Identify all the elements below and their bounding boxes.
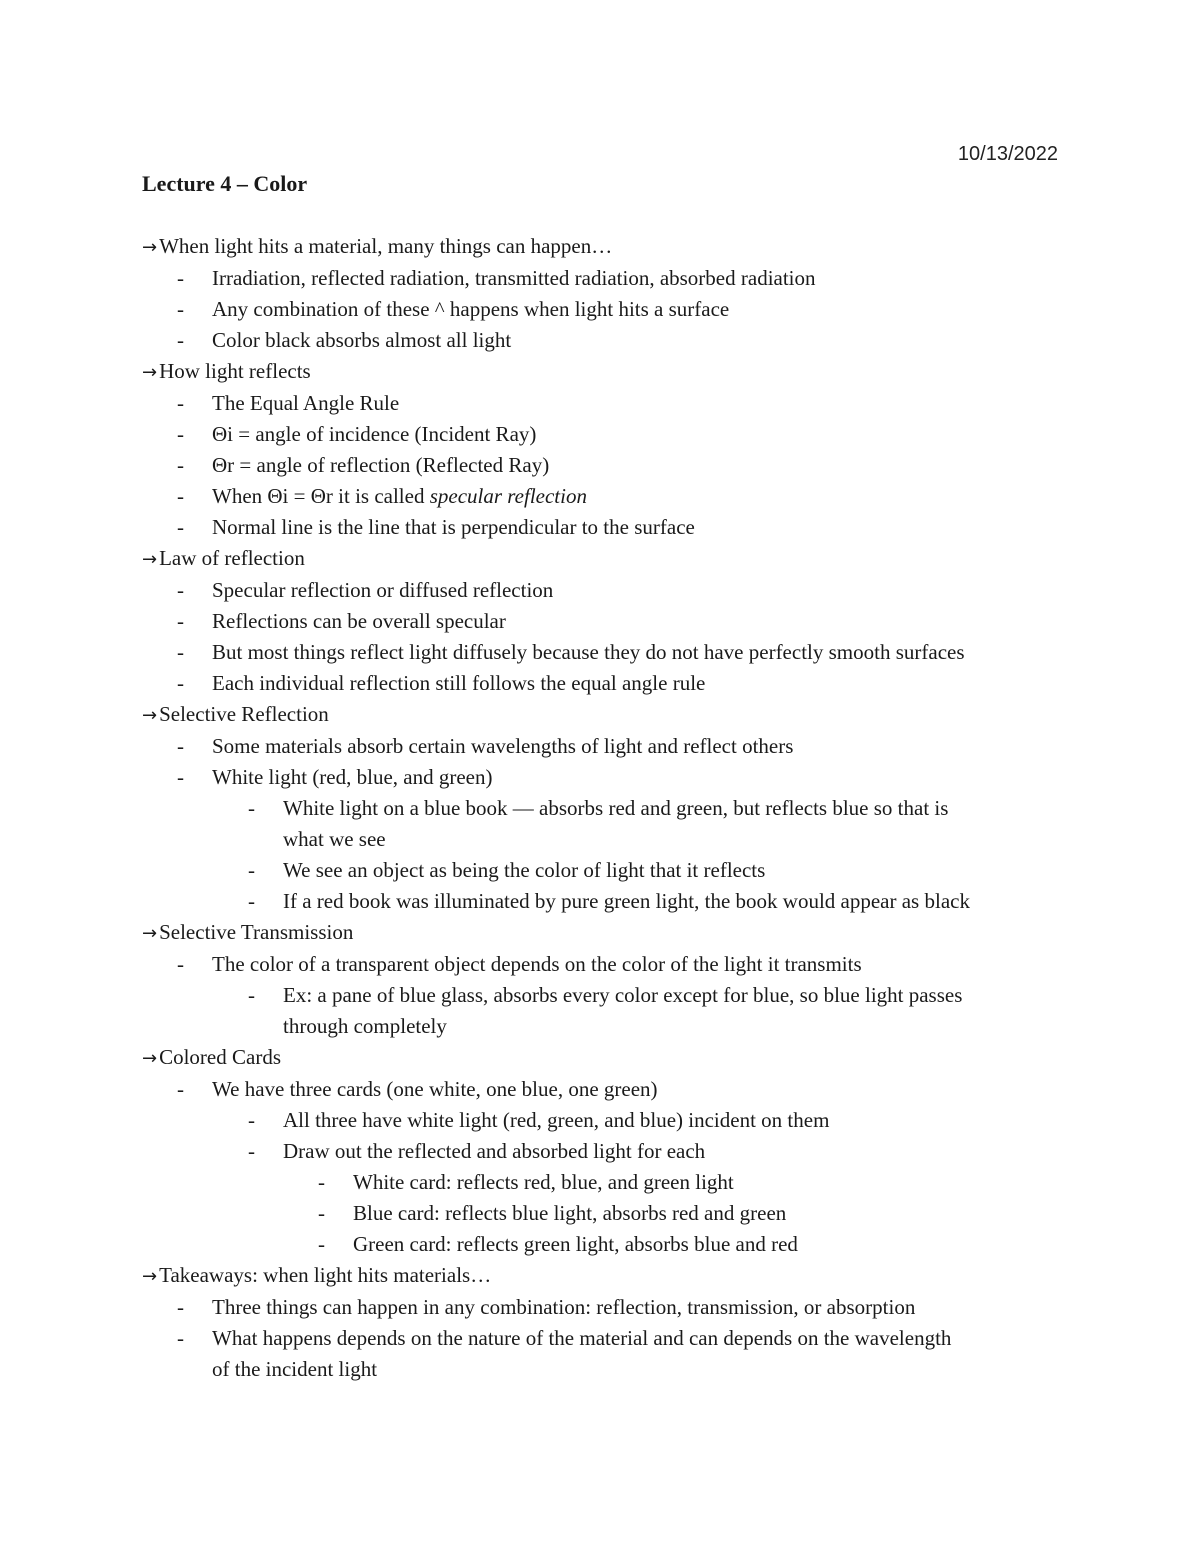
bullet-item [142,731,1072,762]
bullet-dash: - [177,1077,184,1101]
note-text: All three have white light (red, green, and blue) incident on them [283,1108,830,1132]
bullet-item [142,481,1072,512]
bullet-item [142,855,1072,886]
section-heading [142,917,1072,949]
note-text: Specular reflection or diffused reflection [212,578,554,602]
bullet-item [142,949,1072,980]
bullet-continuation: of the incident light [212,1357,378,1381]
bullet-dash: - [177,484,184,508]
note-text: Θr = angle of reflection (Reflected Ray) [212,453,550,477]
bullet-continuation: what we see [283,827,386,851]
bullet-dash: - [177,1295,184,1319]
note-text: Selective Reflection [159,702,329,726]
note-emphasis: specular reflection [429,484,587,508]
bullet-dash: - [177,297,184,321]
bullet-continuation: through completely [283,1014,447,1038]
bullet-item [142,1136,1072,1167]
bullet-dash: - [177,640,184,664]
lecture-date: 10/13/2022 [957,143,1058,165]
bullet-dash: - [248,858,255,882]
note-text: White light on a blue book — absorbs red and green, but reflects blue so that is [283,796,949,820]
arrow-icon: → [142,1266,158,1287]
note-text: When Θi = Θr it is called [212,484,430,508]
bullet-item [142,1105,1072,1136]
note-text: What happens depends on the nature of the material and can depends on the wavelength [212,1326,952,1350]
bullet-item [142,1292,1072,1323]
bullet-dash: - [177,266,184,290]
note-text: Normal line is the line that is perpendicular to the surface [212,515,695,539]
note-text: Blue card: reflects blue light, absorbs red and green [353,1201,787,1225]
note-text: Draw out the reflected and absorbed light for each [283,1139,706,1163]
arrow-icon: → [142,362,158,383]
arrow-icon: → [142,1048,158,1069]
section-heading [142,356,1072,388]
section-heading [142,543,1072,575]
bullet-item [142,450,1072,481]
note-text: Ex: a pane of blue glass, absorbs every color except for blue, so blue light passes [283,983,963,1007]
note-text: Color black absorbs almost all light [212,328,512,352]
note-text: Some materials absorb certain wavelengths of light and reflect others [212,734,794,758]
bullet-item [142,1198,1072,1229]
bullet-item [142,388,1072,419]
page-title: Lecture 4 – Color [142,171,308,196]
note-text: Selective Transmission [159,920,354,944]
bullet-dash: - [177,578,184,602]
bullet-dash: - [177,391,184,415]
note-text: Θi = angle of incidence (Incident Ray) [212,422,537,446]
arrow-icon: → [142,705,158,726]
arrow-icon: → [142,923,158,944]
bullet-dash: - [248,1108,255,1132]
note-text: Any combination of these ^ happens when light hits a surface [212,297,730,321]
bullet-dash: - [177,453,184,477]
bullet-item [142,980,1072,1011]
bullet-dash: - [177,671,184,695]
note-text: When light hits a material, many things can happen… [159,234,613,258]
bullet-item [142,668,1072,699]
bullet-item [142,1167,1072,1198]
note-text: White light (red, blue, and green) [212,765,493,789]
note-text: Three things can happen in any combination: reflection, transmission, or absorption [212,1295,916,1319]
bullet-item [142,575,1072,606]
bullet-item [142,762,1072,793]
note-text: But most things reflect light diffusely because they do not have perfectly smooth surfaces [212,640,965,664]
bullet-dash: - [318,1170,325,1194]
note-text: Green card: reflects green light, absorbs blue and red [353,1232,798,1256]
bullet-item [142,1323,1072,1354]
bullet-item [142,419,1072,450]
section-heading [142,1260,1072,1292]
bullet-dash: - [177,765,184,789]
note-text: We have three cards (one white, one blue, one green) [212,1077,658,1101]
bullet-item [142,637,1072,668]
note-text: The Equal Angle Rule [212,391,400,415]
note-text: Each individual reflection still follows the equal angle rule [212,671,706,695]
bullet-dash: - [248,889,255,913]
arrow-icon: → [142,237,158,258]
arrow-icon: → [142,549,158,570]
note-text: Takeaways: when light hits materials… [159,1263,492,1287]
note-text: Irradiation, reflected radiation, transmitted radiation, absorbed radiation [212,266,816,290]
bullet-item [142,886,1072,917]
note-text: If a red book was illuminated by pure green light, the book would appear as black [283,889,970,913]
section-heading [142,231,1072,263]
note-text: Reflections can be overall specular [212,609,506,633]
bullet-dash: - [318,1232,325,1256]
bullet-dash: - [318,1201,325,1225]
bullet-item [142,263,1072,294]
bullet-dash: - [248,796,255,820]
bullet-item [142,1229,1072,1260]
bullet-item [142,606,1072,637]
note-text: The color of a transparent object depends on the color of the light it transmits [212,952,862,976]
section-heading [142,699,1072,731]
bullet-dash: - [177,952,184,976]
bullet-item [142,1074,1072,1105]
bullet-item [142,325,1072,356]
note-text: White card: reflects red, blue, and green light [353,1170,734,1194]
note-text: Law of reflection [159,546,305,570]
bullet-item [142,512,1072,543]
bullet-dash: - [177,734,184,758]
bullet-item [142,294,1072,325]
note-text: Colored Cards [159,1045,281,1069]
bullet-dash: - [177,328,184,352]
bullet-item [142,793,1072,824]
bullet-dash: - [177,422,184,446]
bullet-dash: - [177,609,184,633]
bullet-dash: - [248,1139,255,1163]
bullet-dash: - [177,1326,184,1350]
section-heading [142,1042,1072,1074]
bullet-dash: - [177,515,184,539]
bullet-dash: - [248,983,255,1007]
note-text: How light reflects [159,359,311,383]
note-text: We see an object as being the color of light that it reflects [283,858,766,882]
lecture-notes [142,231,1072,1385]
